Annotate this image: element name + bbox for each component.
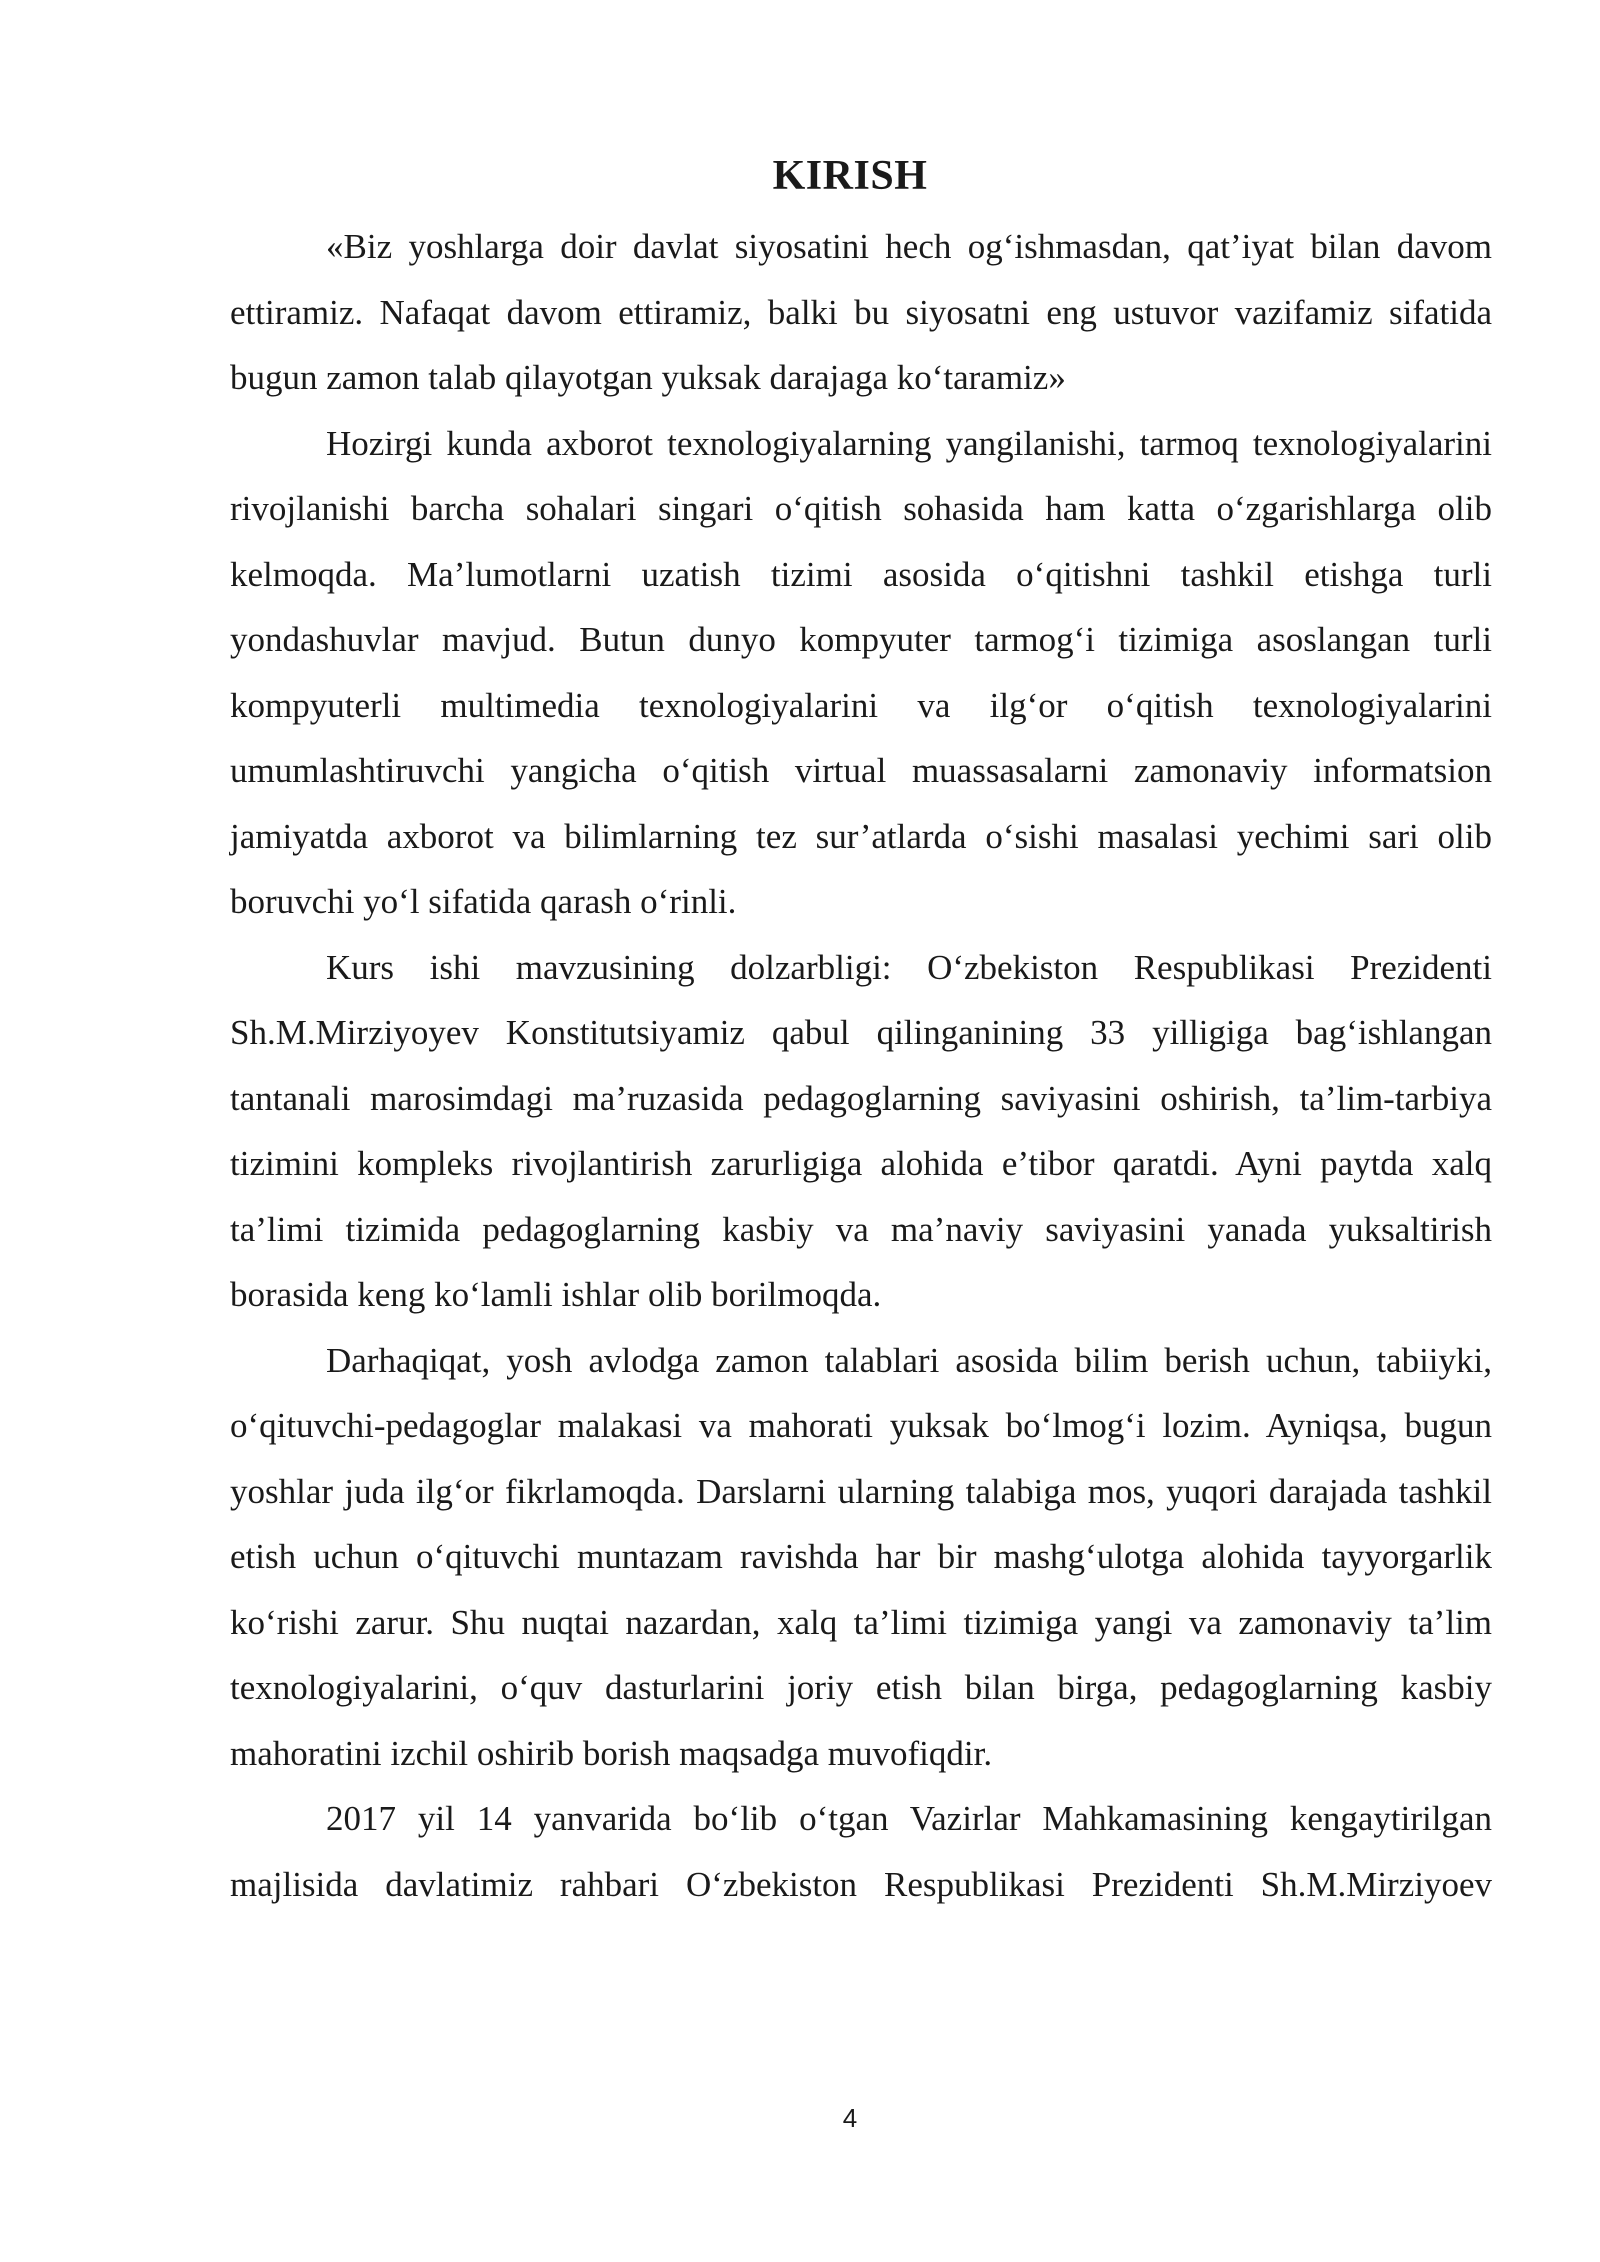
body-text (230, 214, 1492, 1917)
paragraph-cabinet-meeting: 2017 yil 14 yanvarida bo‘lib o‘tgan Vazirlar Mahkamasining kengaytirilgan majlisida davlatimiz rahbari O‘zbekiston Respublikasi Prezidenti Sh.M.Mirziyoev (230, 1799, 1492, 1904)
section-title: KIRISH (772, 153, 928, 199)
paragraph-relevance: Kurs ishi mavzusining dolzarbligi: O‘zbekiston Respublikasi Prezidenti Sh.M.Mirziyoyev Konstitutsiyamiz qabul qilinganining 33 yilligiga bag‘ishlangan tantanali marosimdagi ma’ruzasida pedagoglarning saviyasini oshirish, ta’lim-tarbiya tizimini kompleks rivojlantirish zarurligiga alohida e’tibor qaratdi. Ayni paytda xalq ta’limi tizimida pedagoglarning kasbiy va ma’naviy saviyasini yanada yuksaltirish borasida keng ko‘lamli ishlar olib borilmoqda. (230, 947, 1492, 1314)
paragraph-teachers: Darhaqiqat, yosh avlodga zamon talablari asosida bilim berish uchun, tabiiyki, o‘qituvchi-pedagoglar malakasi va mahorati yuksak bo‘lmog‘i lozim. Ayniqsa, bugun yoshlar juda ilg‘or fikrlamoqda. Darslarni ularning talabiga mos, yuqori darajada tashkil etish uchun o‘qituvchi muntazam ravishda har bir mashg‘ulotga alohida tayyorgarlik ko‘rishi zarur. Shu nuqtai nazardan, xalq ta’limi tizimiga yangi va zamonaviy ta’lim texnologiyalarini, o‘quv dasturlarini joriy etish bilan birga, pedagoglarning kasbiy mahoratini izchil oshirib borish maqsadga muvofiqdir. (230, 1340, 1492, 1773)
page-number: 4 (842, 2103, 858, 2133)
paragraph-technology: Hozirgi kunda axborot texnologiyalarning yangilanishi, tarmoq texnologiyalarini rivojlanishi barcha sohalari singari o‘qitish sohasida ham katta o‘zgarishlarga olib kelmoqda. Ma’lumotlarni uzatish tizimi asosida o‘qitishni tashkil etishga turli yondashuvlar mavjud. Butun dunyo kompyuter tarmog‘i tizimiga asoslangan turli kompyuterli multimedia texnologiyalarini va ilg‘or o‘qitish texnologiyalarini umumlashtiruvchi yangicha o‘qitish virtual muassasalarni zamonaviy informatsion jamiyatda axborot va bilimlarning tez sur’atlarda o‘sishi masalasi yechimi sari olib boruvchi yo‘l sifatida qarash o‘rinli. (230, 423, 1492, 921)
paragraph-quote: «Biz yoshlarga doir davlat siyosatini hech og‘ishmasdan, qat’iyat bilan davom ettiramiz. Nafaqat davom ettiramiz, balki bu siyosatni eng ustuvor vazifamiz sifatida bugun zamon talab qilayotgan yuksak darajaga ko‘taramiz» (230, 227, 1492, 397)
